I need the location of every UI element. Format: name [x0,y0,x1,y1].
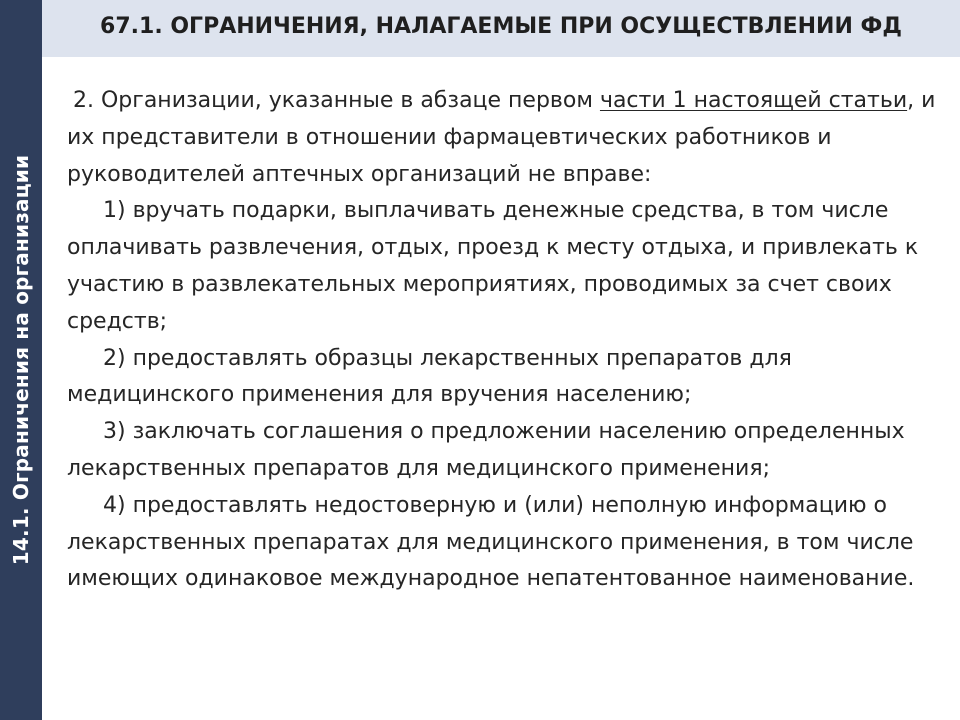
list-item: 1) вручать подарки, выплачивать денежные средства, в том числе оплачивать развлечения, отдых, проезд к месту отдыха, и привлекать к участию в развлекательных мероприятиях, проводимых за счет своих средств; [67,198,919,334]
list-item: 4) предоставлять недостоверную и (или) неполную информацию о лекарственных препаратах для медицинского применения, в том числе имеющих одинаковое международное непатентованное наименование. [67,492,915,592]
section-label: 14.1. Ограничения на организации [9,154,33,566]
content-body [67,83,947,598]
title-bar [42,0,960,57]
list-item: 2) предоставлять образцы лекарственных препаратов для медицинского применения для вручения населению; [67,345,792,408]
intro-suffix: , и их представители в отношении фармацевтических работников и руководителей аптечных организаций не вправе: [67,88,936,187]
law-reference-link[interactable]: части 1 настоящей статьи [599,88,908,113]
side-panel [0,0,42,720]
intro-prefix: 2. Организации, указанные в абзаце первом [73,88,600,113]
list-item: 3) заключать соглашения о предложении населению определенных лекарственных препаратов для медицинского применения; [67,419,905,481]
intro-paragraph [67,83,947,193]
page-title: 67.1. ОГРАНИЧЕНИЯ, НАЛАГАЕМЫЕ ПРИ ОСУЩЕСТВЛЕНИИ ФД [100,14,902,39]
